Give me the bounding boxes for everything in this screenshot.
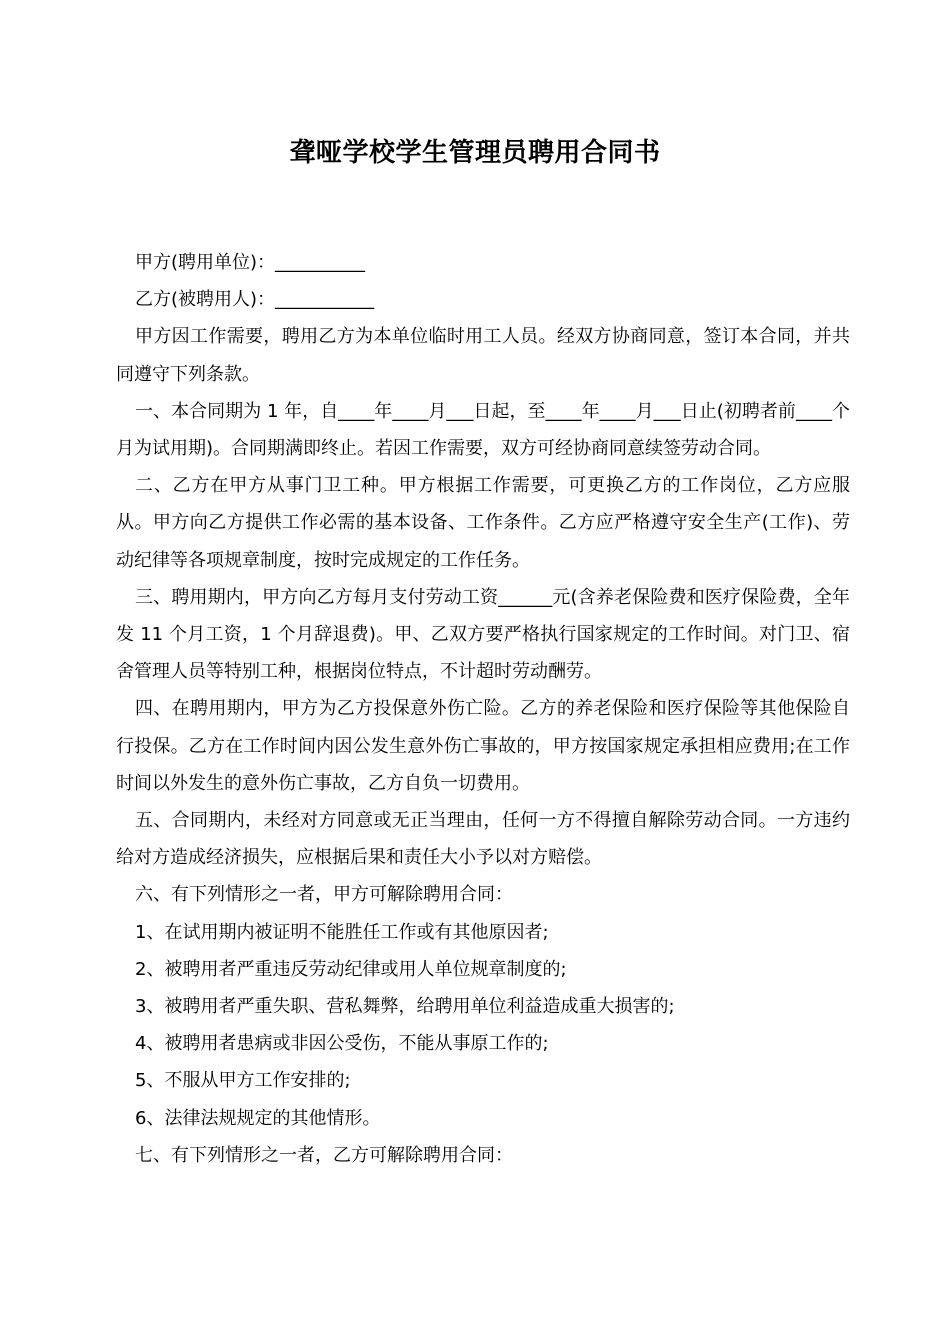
clause-3-wages: 三、聘用期内，甲方向乙方每月支付劳动工资______元(含养老保险费和医疗保险费，全年发 11 个月工资，1 个月辞退费)。甲、乙双方要严格执行国家规定的工作时间。对门卫、宿舍管理人员等特别工种，根据岗位特点，不计超时劳动酬劳。 [116, 586, 850, 683]
clause-6-item-2: 2、被聘用者严重违反劳动纪律或用人单位规章制度的; [135, 958, 567, 980]
clause-1-term: 一、本合同期为 1 年，自____年____月___日起，至____年____月___日止(初聘者前____个月为试用期)。合同期满即终止。若因工作需要，双方可经协商同意续签劳动合同。 [116, 400, 850, 460]
party-b-line: 乙方(被聘用人)：___________ [135, 289, 375, 311]
document-title: 聋哑学校学生管理员聘用合同书 [289, 138, 661, 168]
clause-4-insurance: 四、在聘用期内，甲方为乙方投保意外伤亡险。乙方的养老保险和医疗保险等其他保险自行投保。乙方在工作时间内因公发生意外伤亡事故的，甲方按国家规定承担相应费用;在工作时间以外发生的意外伤亡事故，乙方自负一切费用。 [116, 698, 850, 794]
clause-2-duties: 二、乙方在甲方从事门卫工种。甲方根据工作需要，可更换乙方的工作岗位，乙方应服从。甲方向乙方提供工作必需的基本设备、工作条件。乙方应严格遵守安全生产(工作)、劳动纪律等各项规章制度，按时完成规定的工作任务。 [116, 475, 850, 571]
clause-7-heading: 七、有下列情形之一者，乙方可解除聘用合同： [135, 1144, 513, 1166]
clause-6-item-6: 6、法律法规规定的其他情形。 [135, 1107, 381, 1129]
clause-6-heading: 六、有下列情形之一者，甲方可解除聘用合同： [135, 884, 513, 906]
preamble-paragraph: 甲方因工作需要，聘用乙方为本单位临时用工人员。经双方协商同意，签订本合同，并共同遵守下列条款。 [116, 326, 850, 385]
clause-6-item-5: 5、不服从甲方工作安排的; [135, 1070, 351, 1092]
clause-5-breach: 五、合同期内，未经对方同意或无正当理由，任何一方不得擅自解除劳动合同。一方违约给对方造成经济损失，应根据后果和责任大小予以对方赔偿。 [116, 810, 850, 869]
party-a-line: 甲方(聘用单位)：__________ [135, 252, 366, 273]
clause-6-item-3: 3、被聘用者严重失职、营私舞弊，给聘用单位利益造成重大损害的; [135, 996, 675, 1018]
document-body [116, 244, 850, 1174]
clause-6-item-1: 1、在试用期内被证明不能胜任工作或有其他原因者; [135, 921, 549, 943]
clause-6-item-4: 4、被聘用者患病或非因公受伤，不能从事原工作的; [135, 1033, 549, 1055]
